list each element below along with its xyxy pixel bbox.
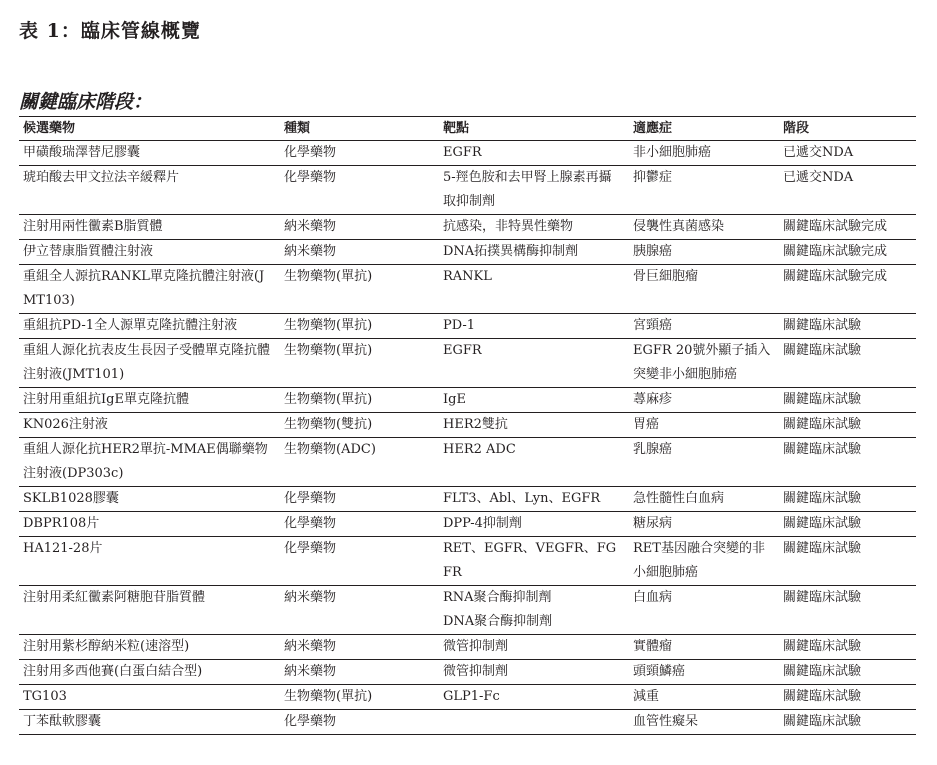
table-row — [19, 314, 916, 339]
target-cell — [439, 710, 629, 735]
target-cell: PD-1 — [439, 314, 629, 339]
target-cell: HER2雙抗 — [439, 413, 629, 438]
stage-cell: 關鍵臨床試驗 — [779, 339, 916, 388]
target-cell: HER2 ADC — [439, 438, 629, 487]
header-type: 種類 — [280, 117, 439, 141]
stage-cell: 關鍵臨床試驗 — [779, 314, 916, 339]
candidate-cell: 重組人源化抗表皮生長因子受體單克隆抗體注射液(JMT101) — [19, 339, 280, 388]
candidate-cell: DBPR108片 — [19, 512, 280, 537]
indication-cell: 胰腺癌 — [629, 240, 779, 265]
candidate-cell: TG103 — [19, 685, 280, 710]
table-row — [19, 710, 916, 735]
type-cell: 納米藥物 — [280, 215, 439, 240]
indication-cell: 實體瘤 — [629, 635, 779, 660]
type-cell: 納米藥物 — [280, 240, 439, 265]
type-cell: 納米藥物 — [280, 586, 439, 635]
candidate-cell: 伊立替康脂質體注射液 — [19, 240, 280, 265]
table-row — [19, 635, 916, 660]
target-cell: 微管抑制劑 — [439, 660, 629, 685]
candidate-cell: 重組全人源抗RANKL單克隆抗體注射液(JMT103) — [19, 265, 280, 314]
type-cell: 化學藥物 — [280, 512, 439, 537]
header-indication: 適應症 — [629, 117, 779, 141]
header-candidate: 候選藥物 — [19, 117, 280, 141]
type-cell: 生物藥物(單抗) — [280, 314, 439, 339]
candidate-cell: KN026注射液 — [19, 413, 280, 438]
target-cell: EGFR — [439, 141, 629, 166]
indication-cell: 乳腺癌 — [629, 438, 779, 487]
candidate-cell: SKLB1028膠囊 — [19, 487, 280, 512]
indication-cell: 宮頸癌 — [629, 314, 779, 339]
target-cell: RANKL — [439, 265, 629, 314]
table-row — [19, 660, 916, 685]
type-cell: 生物藥物(ADC) — [280, 438, 439, 487]
candidate-cell: 重組人源化抗HER2單抗-MMAE偶聯藥物注射液(DP303c) — [19, 438, 280, 487]
stage-cell: 關鍵臨床試驗 — [779, 413, 916, 438]
type-cell: 生物藥物(單抗) — [280, 685, 439, 710]
target-cell: EGFR — [439, 339, 629, 388]
indication-cell: 減重 — [629, 685, 779, 710]
section-heading: 關鍵臨床階段： — [19, 91, 153, 113]
type-cell: 生物藥物(單抗) — [280, 339, 439, 388]
stage-cell: 關鍵臨床試驗 — [779, 487, 916, 512]
table-row — [19, 339, 916, 388]
indication-cell: 蕁麻疹 — [629, 388, 779, 413]
type-cell: 生物藥物(單抗) — [280, 265, 439, 314]
table-row — [19, 240, 916, 265]
stage-cell: 關鍵臨床試驗 — [779, 512, 916, 537]
header-row — [19, 117, 916, 141]
indication-cell: 抑鬱症 — [629, 166, 779, 215]
clinical-pipeline-table — [19, 116, 916, 735]
type-cell: 納米藥物 — [280, 635, 439, 660]
stage-cell: 已遞交NDA — [779, 166, 916, 215]
candidate-cell: 琥珀酸去甲文拉法辛緩釋片 — [19, 166, 280, 215]
target-cell: IgE — [439, 388, 629, 413]
stage-cell: 已遞交NDA — [779, 141, 916, 166]
indication-cell: RET基因融合突變的非小細胞肺癌 — [629, 537, 779, 586]
header-stage: 階段 — [779, 117, 916, 141]
type-cell: 納米藥物 — [280, 660, 439, 685]
stage-cell: 關鍵臨床試驗完成 — [779, 265, 916, 314]
indication-cell: 侵襲性真菌感染 — [629, 215, 779, 240]
candidate-cell: 注射用紫杉醇納米粒(速溶型) — [19, 635, 280, 660]
candidate-cell: 注射用兩性黴素B脂質體 — [19, 215, 280, 240]
indication-cell: 糖尿病 — [629, 512, 779, 537]
table-row — [19, 141, 916, 166]
table-row — [19, 413, 916, 438]
target-cell: 5-羥色胺和去甲腎上腺素再攝取抑制劑 — [439, 166, 629, 215]
stage-cell: 關鍵臨床試驗 — [779, 388, 916, 413]
stage-cell: 關鍵臨床試驗 — [779, 685, 916, 710]
table-row — [19, 388, 916, 413]
table-row — [19, 438, 916, 487]
type-cell: 化學藥物 — [280, 537, 439, 586]
type-cell: 化學藥物 — [280, 487, 439, 512]
table-title: 表 1：臨床管線概覽 — [19, 20, 201, 42]
indication-cell: 非小細胞肺癌 — [629, 141, 779, 166]
indication-cell: EGFR 20號外顯子插入突變非小細胞肺癌 — [629, 339, 779, 388]
type-cell: 化學藥物 — [280, 166, 439, 215]
stage-cell: 關鍵臨床試驗 — [779, 537, 916, 586]
candidate-cell: 甲磺酸瑞澤替尼膠囊 — [19, 141, 280, 166]
stage-cell: 關鍵臨床試驗完成 — [779, 240, 916, 265]
stage-cell: 關鍵臨床試驗 — [779, 438, 916, 487]
target-cell: RET、EGFR、VEGFR、FGFR — [439, 537, 629, 586]
table-row — [19, 537, 916, 586]
table-row — [19, 487, 916, 512]
table-row — [19, 685, 916, 710]
indication-cell: 血管性癡呆 — [629, 710, 779, 735]
target-cell: DPP-4抑制劑 — [439, 512, 629, 537]
indication-cell: 胃癌 — [629, 413, 779, 438]
target-cell: DNA拓撲異構酶抑制劑 — [439, 240, 629, 265]
table-body — [19, 141, 916, 735]
target-cell: RNA聚合酶抑制劑 DNA聚合酶抑制劑 — [439, 586, 629, 635]
type-cell: 化學藥物 — [280, 141, 439, 166]
table-row — [19, 166, 916, 215]
table-row — [19, 215, 916, 240]
stage-cell: 關鍵臨床試驗 — [779, 635, 916, 660]
stage-cell: 關鍵臨床試驗完成 — [779, 215, 916, 240]
stage-cell: 關鍵臨床試驗 — [779, 660, 916, 685]
stage-cell: 關鍵臨床試驗 — [779, 710, 916, 735]
stage-cell: 關鍵臨床試驗 — [779, 586, 916, 635]
candidate-cell: HA121-28片 — [19, 537, 280, 586]
target-cell: 微管抑制劑 — [439, 635, 629, 660]
indication-cell: 急性髓性白血病 — [629, 487, 779, 512]
candidate-cell: 注射用柔紅黴素阿糖胞苷脂質體 — [19, 586, 280, 635]
header-target: 靶點 — [439, 117, 629, 141]
candidate-cell: 重組抗PD-1全人源單克隆抗體注射液 — [19, 314, 280, 339]
indication-cell: 頭頸鱗癌 — [629, 660, 779, 685]
type-cell: 生物藥物(單抗) — [280, 388, 439, 413]
indication-cell: 骨巨細胞瘤 — [629, 265, 779, 314]
type-cell: 生物藥物(雙抗) — [280, 413, 439, 438]
table-row — [19, 265, 916, 314]
table-header — [19, 117, 916, 141]
target-cell: GLP1-Fc — [439, 685, 629, 710]
target-cell: FLT3、Abl、Lyn、EGFR — [439, 487, 629, 512]
table-row — [19, 586, 916, 635]
candidate-cell: 注射用多西他賽(白蛋白結合型) — [19, 660, 280, 685]
target-cell: 抗感染，非特異性藥物 — [439, 215, 629, 240]
indication-cell: 白血病 — [629, 586, 779, 635]
candidate-cell: 注射用重組抗IgE單克隆抗體 — [19, 388, 280, 413]
candidate-cell: 丁苯酞軟膠囊 — [19, 710, 280, 735]
type-cell: 化學藥物 — [280, 710, 439, 735]
table-row — [19, 512, 916, 537]
